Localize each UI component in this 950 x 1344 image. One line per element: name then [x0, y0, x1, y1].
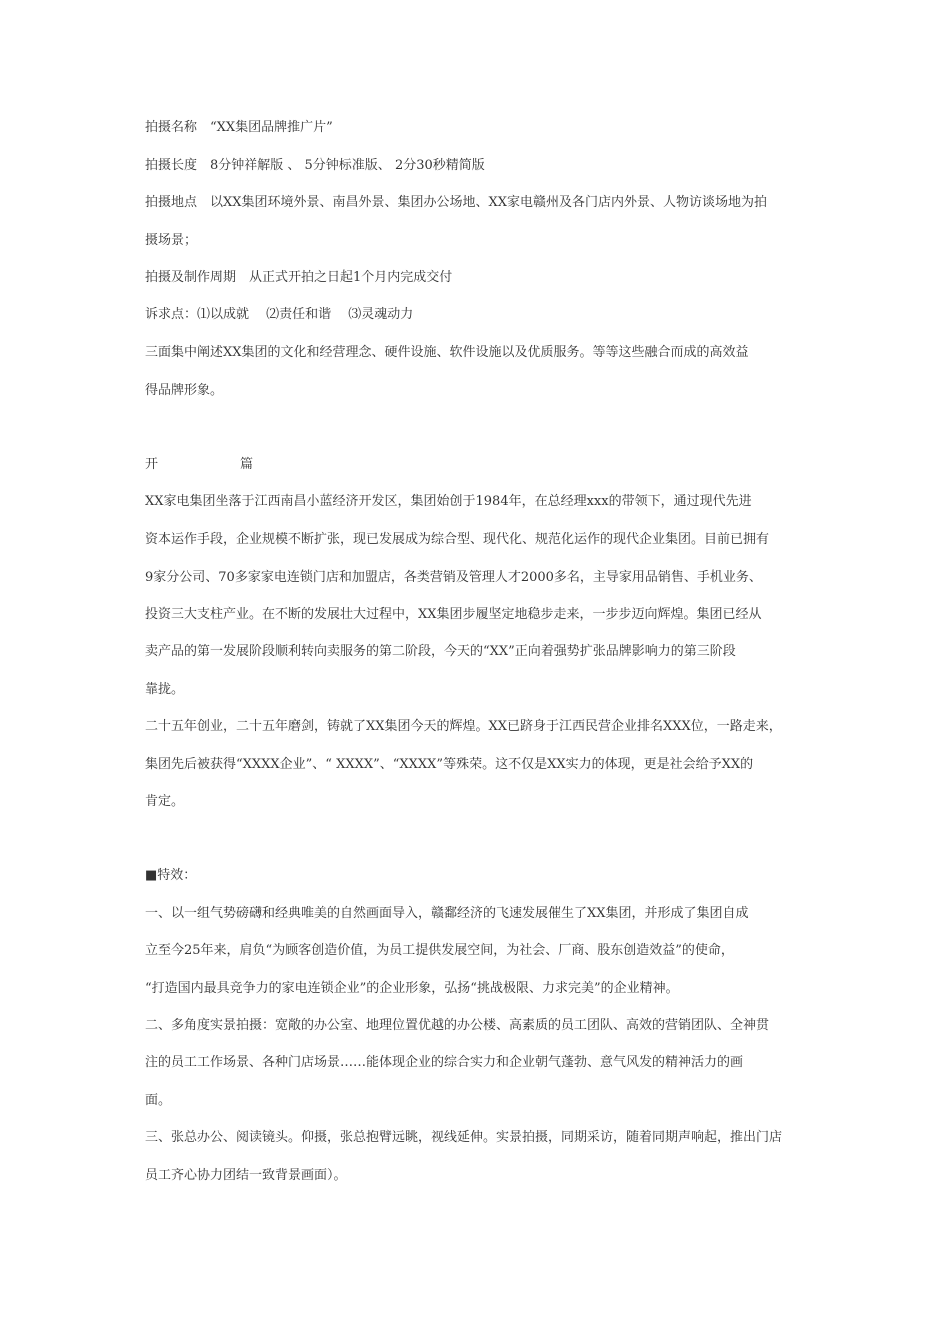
opening-paragraph-line: 资本运作手段，企业规模不断扩张，现已发展成为综合型、现代化、规范化运作的现代企业集团。目前已拥有	[145, 532, 770, 547]
section-heading-opening	[145, 455, 810, 475]
shoot-length-line: 拍摄长度 8分钟祥解版 、 5分钟标准版、 2分30秒精简版	[145, 158, 485, 173]
history-paragraph-line: 集团先后被获得“XXXX企业”、“ XXXX”、“XXXX”等殊荣。这不仅是XX实力的体现，更是社会给予XX的	[145, 757, 754, 772]
summary-line: 三面集中阐述XX集团的文化和经营理念、硬件设施、软件设施以及优质服务。等等这些融合而成的高效益	[145, 345, 749, 360]
production-period-line: 拍摄及制作周期 从正式开拍之日起1个月内完成交付	[145, 270, 453, 285]
effects-item-1-line: 一、以一组气势磅礴和经典唯美的自然画面导入，赣鄱经济的飞速发展催生了XX集团，并形成了集团自成	[145, 906, 749, 921]
shoot-name-line: 拍摄名称 “XX集团品牌推广片”	[145, 120, 333, 135]
heading-char-1: 开	[145, 457, 159, 472]
effects-item-2-line: 二、多角度实景拍摄：宽敞的办公室、地理位置优越的办公楼、高素质的员工团队、高效的营销团队、全神贯	[145, 1018, 770, 1033]
effects-heading: ■特效：	[145, 868, 197, 883]
opening-paragraph-line: 靠拢。	[145, 682, 185, 697]
effects-item-1-line: “打造国内最具竞争力的家电连锁企业”的企业形象，弘扬“挑战极限、力求完美”的企业精神。	[145, 981, 679, 996]
effects-item-2-line: 面。	[145, 1093, 172, 1108]
effects-item-3-line: 三、张总办公、阅读镜头。仰摄，张总抱臂远眺，视线延伸。实景拍摄，同期采访，随着同期声响起，推出门店	[145, 1130, 783, 1145]
history-paragraph-line: 肯定。	[145, 794, 185, 809]
appeal-points-line: 诉求点：⑴以成就 ⑵责任和谐 ⑶灵魂动力	[145, 307, 414, 322]
opening-paragraph-line: 卖产品的第一发展阶段顺利转向卖服务的第二阶段，今天的“XX”正向着强势扩张品牌影响力的第三阶段	[145, 644, 736, 659]
effects-item-2-line: 注的员工工作场景、各种门店场景……能体现企业的综合实力和企业朝气蓬勃、意气风发的精神活力的画	[145, 1055, 744, 1070]
summary-line-cont: 得品牌形象。	[145, 383, 224, 398]
shoot-location-line-cont: 摄场景；	[145, 233, 198, 248]
shoot-location-line: 拍摄地点 以XX集团环境外景、南昌外景、集团办公场地、XX家电赣州及各门店内外景、人物访谈场地为拍	[145, 195, 768, 210]
heading-char-2: 篇	[240, 457, 254, 472]
opening-paragraph-line: 投资三大支柱产业。在不断的发展壮大过程中，XX集团步履坚定地稳步走来，一步步迈向辉煌。集团已经从	[145, 607, 762, 622]
history-paragraph-line: 二十五年创业，二十五年磨剑，铸就了XX集团今天的辉煌。XX已跻身于江西民营企业排名XXX位，一路走来，	[145, 719, 782, 734]
effects-item-1-line: 立至今25年来，肩负“为顾客创造价值，为员工提供发展空间，为社会、厂商、股东创造效益”的使命，	[145, 943, 734, 958]
opening-paragraph-line: 9家分公司、70多家家电连锁门店和加盟店，各类营销及管理人才2000多名，主导家用品销售、手机业务、	[145, 570, 762, 585]
opening-paragraph-line: XX家电集团坐落于江西南昌小蓝经济开发区，集团始创于1984年，在总经理xxx的带领下，通过现代先进	[145, 494, 752, 509]
effects-item-3-line: 员工齐心协力团结一致背景画面）。	[145, 1168, 347, 1183]
